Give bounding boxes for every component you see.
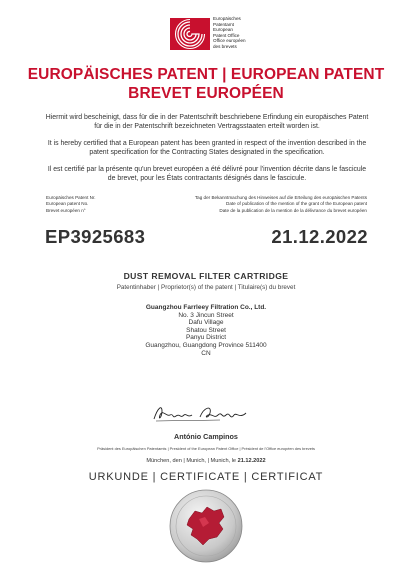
invention-title: DUST REMOVAL FILTER CARTRIDGE — [123, 271, 289, 281]
document-title-line1: EUROPÄISCHES PATENT | EUROPEAN PATENT — [27, 66, 385, 83]
signature-image — [150, 403, 262, 425]
holder-address-line: Dafu Village — [188, 319, 224, 327]
epo-logo-icon — [170, 18, 210, 50]
certification-text-fr: Il est certifié par la présente qu'un brevet européen a été délivré pour l'invention décrite dans le fascicule de brevet, pour les États contractants désignés dans le fascicule. — [47, 166, 367, 182]
signer-name: António Campinos — [174, 432, 238, 441]
holder-address-line: Shatou Street — [186, 326, 226, 334]
grant-date: 21.12.2022 — [271, 226, 368, 247]
epo-logo-mark — [170, 18, 210, 50]
holder-name: Guangzhou Farrleey Filtration Co., Ltd. — [145, 304, 267, 311]
issue-dateline: München, den | Munich, | Munich, le 21.12.2022 — [146, 458, 266, 464]
certification-text-en: It is hereby certified that a European patent has been granted in respect of the invention described in the patent specification for the Contracting States designated in the specification. — [47, 140, 367, 156]
certification-text-de: Hiermit wird bescheinigt, dass für die in der Patentschrift beschriebene Erfindung ein europäisches Patent für die in der Patentschrift bezeichneten Vertragsstaaten erteilt worden ist. — [45, 114, 369, 130]
epo-logo-text: Europäisches Patentamt European Patent Office Office européen des brevets — [213, 16, 246, 49]
holder-address-line: Guangzhou, Guangdong Province 511400 — [145, 341, 267, 349]
document-title-line2: BREVET EUROPÉEN — [128, 85, 284, 102]
hologram-seal-icon — [169, 489, 243, 563]
patent-number: EP3925683 — [45, 226, 146, 247]
certificate-heading: URKUNDE | CERTIFICATE | CERTIFICAT — [88, 471, 324, 483]
holder-address-line: No. 3 Jincun Street — [178, 311, 234, 319]
holder-label: Patentinhaber | Proprietor(s) of the patent | Titulaire(s) du brevet — [116, 284, 296, 291]
holder-address-line: CN — [201, 349, 211, 357]
patent-number-labels: Europäisches Patent Nr. European patent No. Brevet européen n° — [46, 195, 96, 213]
grant-date-labels: Tag der Bekanntmachung des Hinweises auf die Erteilung des europäischen Patents Date of publication of the mention of the grant of the European patent Date de la publication de la mention de la délivrance du brevet européen — [194, 195, 367, 213]
holder-block — [0, 304, 412, 357]
holder-address-line: Panyu District — [185, 334, 227, 342]
signer-role: Präsident des Europäischen Patentamts | President of the European Patent Office | Président de l'Office européen des brevets — [97, 446, 315, 451]
